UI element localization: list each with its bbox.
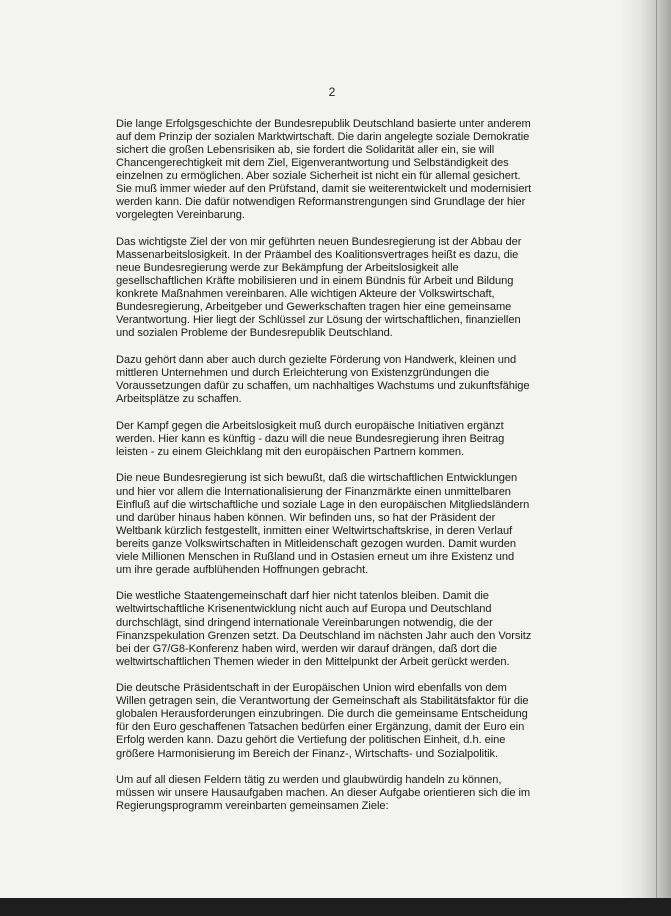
paragraph: Die neue Bundesregierung ist sich bewußt, daß die wirtschaftlichen Entwicklungen und hier vor allem die Internationalisierung der Finanzmärkte einen unmittelbaren Einfluß auf die wirtschaftliche und soziale Lage in den europäischen Mitgliedsländern und darüber hinaus haben können. Wir befinden uns, so hat der Präsident der Weltbank kürzlich festgestellt, inmitten einer Weltwirtschaftskrise, in deren Verlauf bereits ganze Volkswirtschaften in Mitleidenschaft gezogen wurden. Damit wurden viele Millionen Menschen in Rußland und in Ostasien erneut um ihre Existenz und um ihre gerade aufblühenden Hoffnungen gebracht. (116, 472, 530, 576)
paragraph: Die lange Erfolgsgeschichte der Bundesrepublik Deutschland basierte unter anderem auf dem Prinzip der sozialen Marktwirtschaft. Die darin angelegte soziale Demokratie sichert die großen Lebensrisiken ab, sie fordert die Solidarität aller ein, sie will Chancengerechtigkeit mit dem Ziel, Eigenverantwortung und Selbständigkeit des einzelnen zu ermöglichen. Aber soziale Sicherheit ist nicht ein für allemal gesichert. Sie muß immer wieder auf den Prüfstand, damit sie weiterentwickelt und modernisiert werden kann. Die dafür notwendigen Reformanstrengungen sind Grundlage der hier vorgelegten Vereinbarung. (116, 118, 532, 222)
paragraph: Der Kampf gegen die Arbeitslosigkeit muß durch europäische Initiativen ergänzt werden. Hier kann es künftig - dazu will die neue Bundesregierung ihren Beitrag leisten - zu einem Gleichklang mit den europäischen Partnern kommen. (116, 419, 505, 458)
paragraph: Um auf all diesen Feldern tätig zu werden und glaubwürdig handeln zu können, müssen wir unsere Hausaufgaben machen. An dieser Aufgabe orientieren sich die im Regierungsprogramm vereinbarten gemeinsamen Ziele: (116, 774, 531, 813)
scan-shadow-edge (619, 0, 671, 916)
scan-bottom-border (0, 898, 671, 916)
page-number: 2 (328, 85, 336, 99)
scan-edge-line (656, 0, 657, 916)
paragraph: Dazu gehört dann aber auch durch gezielte Förderung von Handwerk, kleinen und mittleren Unternehmen und durch Erleichterung von Existenzgründungen die Voraussetzungen dafür zu schaffen, um nachhaltiges Wachstums und zukunftsfähige Arbeitsplätze zu schaffen. (116, 353, 530, 406)
body-text (116, 118, 532, 827)
paragraph: Das wichtigste Ziel der von mir geführten neuen Bundesregierung ist der Abbau der Massenarbeitslosigkeit. In der Präambel des Koalitionsvertrages heißt es dazu, die neue Bundesregierung werde zur Bekämpfung der Arbeitslosigkeit alle gesellschaftlichen Kräfte mobilisieren und in einem Bündnis für Arbeit und Bildung konkrete Maßnahmen vereinbaren. Alle wichtigen Akteure der Volkswirtschaft, Bundesregierung, Arbeitgeber und Gewerkschaften tragen hier eine gemeinsame Verantwortung. Hier liegt der Schlüssel zur Lösung der wirtschaftlichen, finanziellen und sozialen Probleme der Bundesrepublik Deutschland. (116, 235, 522, 340)
paragraph: Die deutsche Präsidentschaft in der Europäischen Union wird ebenfalls von dem Willen getragen sein, die Verantwortung der Gemeinschaft als Stabilitätsfaktor für die globalen Herausforderungen einzubringen. Die durch die gemeinsame Entscheidung für den Euro geschaffenen Tatsachen bedürfen einer Ergänzung, damit der Euro ein Erfolg werden kann. Dazu gehört die Vertiefung der politischen Einheit, d.h. eine größere Harmonisierung im Bereich der Finanz-, Wirtschafts- und Sozialpolitik. (116, 682, 529, 760)
paragraph: Die westliche Staatengemeinschaft darf hier nicht tatenlos bleiben. Damit die weltwirtschaftliche Krisenentwicklung nicht auch auf Europa und Deutschland durchschlägt, sind dringend internationale Vereinbarungen notwendig, die der Finanzspekulation Grenzen setzt. Da Deutschland im nächsten Jahr auch den Vorsitz bei der G7/G8-Konferenz haben wird, werden wir darauf drängen, daß dort die weltwirtschaftlichen Themen wieder in den Mittelpunkt der Arbeit gerückt werden. (116, 590, 532, 668)
